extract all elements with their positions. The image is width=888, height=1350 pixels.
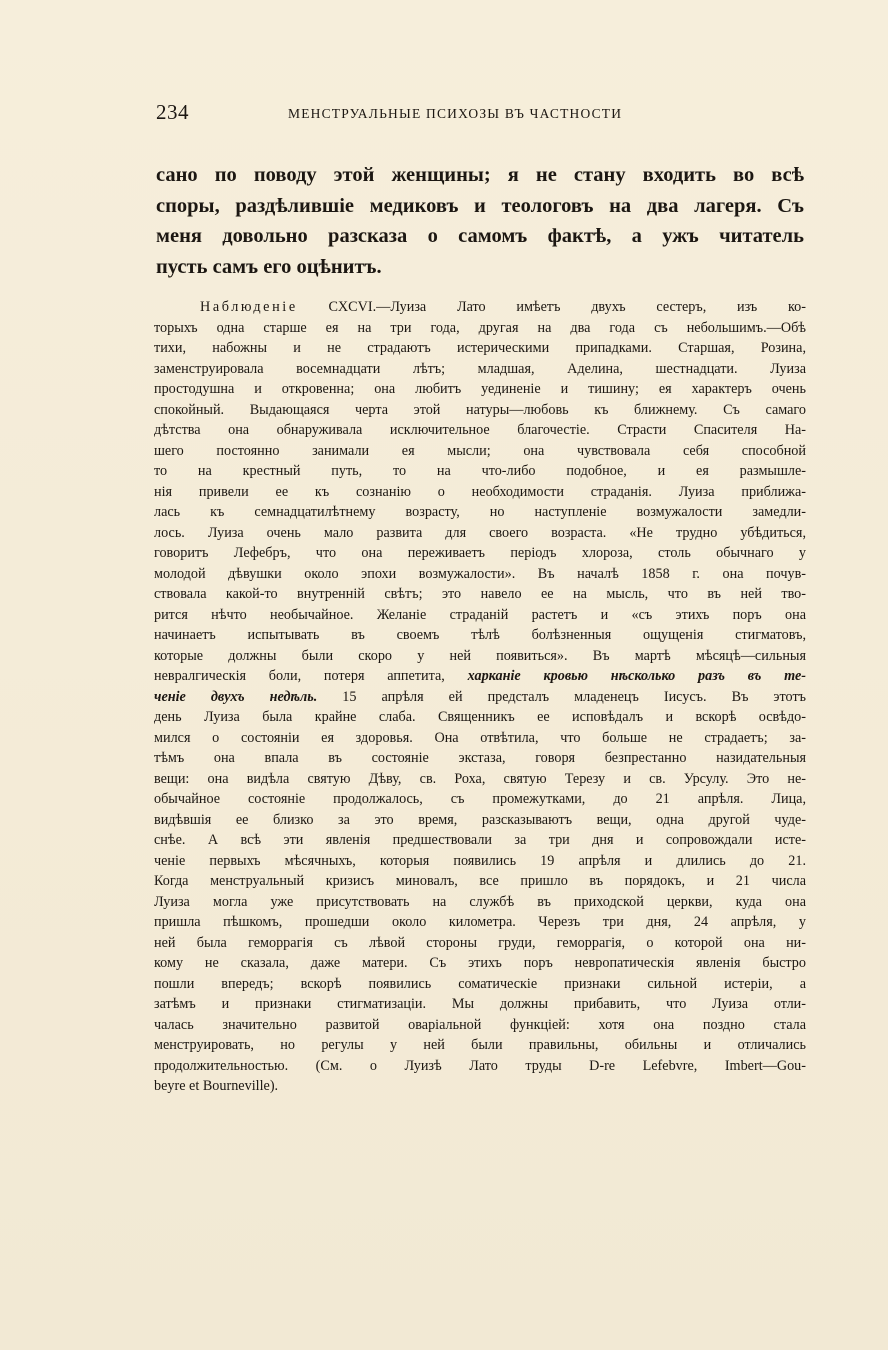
observation-line (154, 297, 806, 318)
observation-line: пришла пѣшкомъ, прошедши около километра. Черезъ три дня, 24 апрѣля, у (154, 914, 806, 930)
intro-line: пусть самъ его оцѣнитъ. (156, 255, 382, 278)
observation-line: которые должны были скоро у ней появиться». Въ мартѣ мѣсяцѣ—сильныя (154, 647, 806, 664)
observation-line: менструировать, но регулы у ней были правильны, обильны и отличались (154, 1037, 806, 1053)
observation-number: CXCVI (328, 299, 373, 315)
intro-line: меня довольно разсказа о самомъ фактѣ, а ужъ читатель (156, 225, 804, 247)
running-head (152, 100, 808, 132)
intro-line: сано по поводу этой женщины; я не стану входить во всѣ (156, 164, 804, 186)
observation-line: дѣтства она обнаруживала исключительное благочестіе. Страсти Спасителя На- (154, 422, 806, 438)
observation-line: вещи: она видѣла святую Дѣву, св. Роха, святую Терезу и св. Урсулу. Это не- (154, 770, 806, 787)
observation-line: день Луиза была крайне слаба. Священникъ ее исповѣдалъ и вскорѣ освѣдо- (154, 709, 806, 725)
intro-paragraph (156, 160, 804, 282)
observation-line: молодой дѣвушки около эпохи возмужалости». Въ началѣ 1858 г. она почув- (154, 565, 806, 582)
intro-line: споры, раздѣлившіе медиковъ и теологовъ на два лагеря. Съ (156, 194, 804, 217)
italic-text: харканіе кровью нѣсколько разъ въ те- (467, 668, 806, 684)
italic-text: ченіе двухъ недѣль. (154, 688, 318, 705)
observation-line: шего постоянно занимали ея мысли; она чувствовала себя способной (154, 442, 806, 459)
observation-line: мился о состояніи ея здоровья. Она отвѣтила, что больше не страдаетъ; за- (154, 729, 806, 746)
observation-line: чалась значительно развитой оваріальной функціей: хотя она поздно стала (154, 1016, 806, 1033)
observation-line: пошли впередъ; вскорѣ появились соматическіе признаки сильной истеріи, а (154, 975, 806, 992)
observation-line: заменструировала восемнадцати лѣтъ; младшая, Аделина, шестнадцати. Луиза (154, 360, 806, 377)
observation-line: начинаетъ испытывать въ своемъ тѣлѣ болѣзненныя ощущенія стигматовъ, (154, 627, 806, 643)
observation-line: лось. Луиза очень мало развита для своего возраста. «Не трудно убѣдиться, (154, 524, 806, 541)
observation-line: ней была геморрагія съ лѣвой стороны груди, геморрагія, о которой она ни- (154, 934, 806, 951)
observation-line: снѣе. А всѣ эти явленія предшествовали за три дня и сопровождали исте- (154, 832, 806, 848)
observation-line: кому не сказала, даже матери. Съ этихъ поръ невропатическія явленія быстро (154, 955, 806, 971)
observation-line: Когда менструальный кризисъ миновалъ, все пришло въ порядокъ, и 21 числа (154, 873, 806, 889)
observation-line (154, 666, 806, 687)
page-number: 234 (156, 100, 189, 124)
observation-line: спокойный. Выдающаяся черта этой натуры—любовь къ ближнему. Съ самаго (154, 401, 806, 418)
observation-line: торыхъ одна старше ея на три года, другая на два года съ небольшимъ.—Обѣ (154, 319, 806, 336)
observation-line: лась къ семнадцатилѣтнему возрасту, но наступленіе возмужалости замедли- (154, 504, 806, 520)
observation-line: ствовала какой-то внутренній свѣтъ; это навело ее на мысль, что въ ней тво- (154, 586, 806, 602)
observation-line: нія привели ее къ сознанію о необходимости страданія. Луиза приближа- (154, 483, 806, 500)
observation-heading: Наблюденіе (200, 299, 298, 315)
observation-line: ченіе первыхъ мѣсячныхъ, которыя появились 19 апрѣля и длились до 21. (154, 852, 806, 869)
observation-paragraph (154, 297, 806, 1097)
observation-line-text: 15 апрѣля ей предсталъ младенецъ Іисусъ. Въ этотъ (317, 688, 806, 705)
observation-line (154, 687, 806, 708)
observation-line: тихи, набожны и не страдаютъ истерическими припадками. Старшая, Розина, (154, 340, 806, 356)
observation-line: видѣвшія ее близко за это время, разсказываютъ вещи, одна другой чуде- (154, 811, 806, 828)
observation-line: говоритъ Лефебръ, что она переживаетъ періодъ хлороза, столь обычнаго у (154, 545, 806, 561)
running-title: МЕНСТРУАЛЬНЫЕ ПСИХОЗЫ ВЪ ЧАСТНОСТИ (288, 106, 623, 121)
observation-line-text: невралгическія боли, потеря аппетита, (154, 668, 468, 684)
observation-line: простодушна и откровенна; она любитъ уединеніе и тишину; ея характеръ очень (154, 381, 806, 397)
observation-line: Луиза могла уже присутствовать на службѣ въ приходской церкви, куда она (154, 893, 806, 910)
observation-line: beyre et Bourneville). (154, 1078, 279, 1094)
observation-line: затѣмъ и признаки стигматизаціи. Мы должны прибавить, что Луиза отли- (154, 996, 806, 1012)
observation-line: обычайное состояніе продолжалось, съ промежутками, до 21 апрѣля. Лица, (154, 791, 806, 807)
observation-line: продолжительностью. (См. о Луизѣ Лато труды D-re Lefebvre, Imbert—Gou- (154, 1057, 806, 1074)
observation-line: тѣмъ она впала въ состояніе экстаза, говоря безпрестанно назидательныя (154, 750, 806, 766)
observation-line: то на крестный путь, то на что-либо подобное, и ея размышле- (154, 463, 806, 479)
observation-line: рится нѣчто необычайное. Желаніе страданій растетъ и «съ этихъ поръ она (154, 606, 806, 623)
observation-line-text: .—Луиза Лато имѣетъ двухъ сестеръ, изъ ко- (372, 299, 807, 315)
